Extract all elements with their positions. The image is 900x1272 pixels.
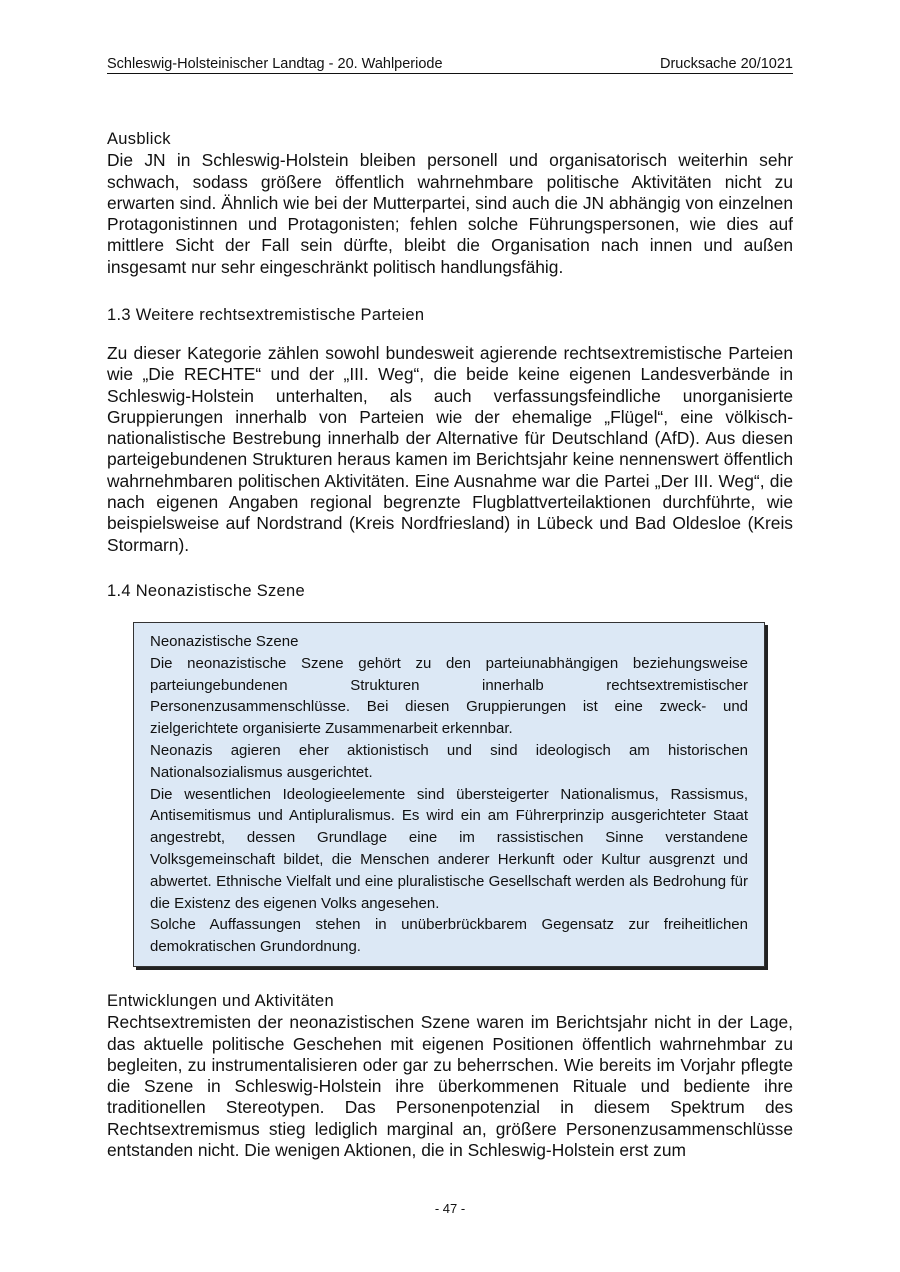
entwicklungen-heading: Entwicklungen und Aktivitäten [107, 992, 335, 1010]
page-header [107, 55, 793, 74]
section-1-3-paragraph: Zu dieser Kategorie zählen sowohl bundesweit agierende rechtsextremistische Parteien wie „Die RECHTE“ und der „III. Weg“, die beide keine eigenen Landesverbände in Schleswig-Holstein unterhalten, als auch verfassungsfeindliche unorganisierte Gruppierungen innerhalb von Parteien wie der ehemalige „Flügel“, eine völkisch-nationalistische Bestrebung innerhalb der Alternative für Deutschland (AfD). Aus diesen parteigebundenen Strukturen heraus kamen im Berichtsjahr keine nennenswert öffentlich wahrnehmbaren politischen Aktivitäten. Eine Ausnahme war die Partei „Der III. Weg“, die nach eigenen Angaben regional begrenzte Flugblattverteilaktionen durchführte, wie beispielsweise auf Nordstrand (Kreis Nordfriesland) in Lübeck und Bad Oldesloe (Kreis Stormarn). [107, 343, 793, 555]
page-number: - 47 - [434, 1201, 466, 1216]
section-1-3-title: 1.3 Weitere rechtsextremistische Parteien [107, 306, 425, 324]
info-box-paragraph-1: Die neonazistische Szene gehört zu den parteiunabhängigen beziehungsweise parteiungebundenen Strukturen innerhalb rechtsextremistischer Personenzusammenschlüsse. Bei diesen Gruppierungen ist eine zweck- und zielgerichtete organisierte Zusammenarbeit erkennbar. [150, 654, 748, 738]
info-box-paragraph-4: Solche Auffassungen stehen in unüberbrückbarem Gegensatz zur freiheitlichen demokratischen Grundordnung. [150, 916, 748, 956]
info-box [133, 622, 765, 967]
ausblick-paragraph: Die JN in Schleswig-Holstein bleiben personell und organisatorisch weiterhin sehr schwach, sodass größere öffentlich wahrnehmbare politische Aktivitäten nicht zu erwarten sind. Ähnlich wie bei der Mutterpartei, sind auch die JN abhängig von einzelnen Protagonistinnen und Protagonisten; fehlen solche Führungspersonen, wie dies auf mittlere Sicht der Fall sein dürfte, bleibt die Organisation nach innen und außen insgesamt nur sehr eingeschränkt politisch handlungsfähig. [107, 150, 793, 277]
entwicklungen-paragraph: Rechtsextremisten der neonazistischen Szene waren im Berichtsjahr nicht in der Lage, das aktuelle politische Geschehen mit eigenen Positionen öffentlich wahrnehmbar zu begleiten, zu instrumentalisieren oder gar zu beherrschen. Wie bereits im Vorjahr pflegte die Szene in Schleswig-Holstein ihre überkommenen Rituale und bediente ihre traditionellen Stereotypen. Das Personenpotenzial in diesem Spektrum des Rechtsextremismus stieg lediglich marginal an, größere Personenzusammenschlüsse entstanden nicht. Die wenigen Aktionen, die in Schleswig-Holstein erst zum [107, 1012, 793, 1161]
info-box-paragraph-2: Neonazis agieren eher aktionistisch und sind ideologisch am historischen Nationalsozialismus ausgerichtet. [150, 741, 748, 781]
info-box-title: Neonazistische Szene [150, 633, 299, 650]
section-1-3-body [107, 343, 793, 556]
section-1-4-title: 1.4 Neonazistische Szene [107, 582, 305, 600]
entwicklungen-section [107, 991, 793, 1161]
ausblick-section [107, 129, 793, 278]
header-parliament: Schleswig-Holsteinischer Landtag - 20. Wahlperiode [107, 56, 443, 72]
ausblick-heading: Ausblick [107, 130, 171, 148]
header-document-number: Drucksache 20/1021 [660, 56, 793, 72]
info-box-paragraph-3: Die wesentlichen Ideologieelemente sind übersteigerter Nationalismus, Rassismus, Antisemitismus und Antipluralismus. Es wird ein am Führerprinzip ausgerichteter Staat angestrebt, dessen Grundlage eine im rassistischen Sinne verstandene Volksgemeinschaft bildet, die Menschen anderer Herkunft oder Kultur ausgrenzt und abwertet. Ethnische Vielfalt und eine pluralistische Gesellschaft werden als Bedrohung für die Existenz des eigenen Volks angesehen. [150, 785, 748, 912]
